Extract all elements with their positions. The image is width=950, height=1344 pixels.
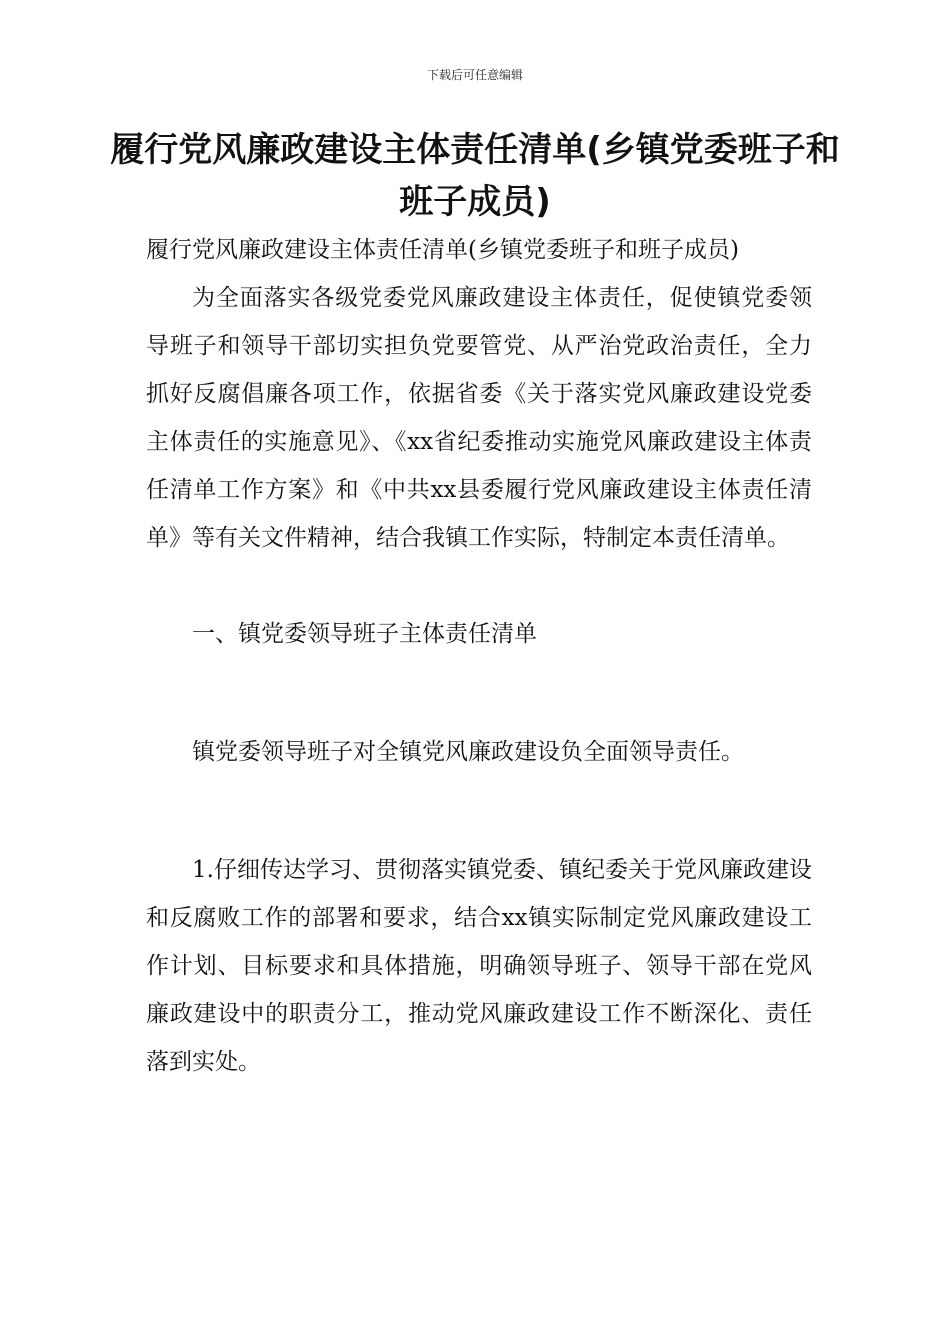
section-heading: 一、镇党委领导班子主体责任清单 <box>192 621 537 647</box>
document-title: 履行党风廉政建设主体责任清单(乡镇党委班子和班子成员) <box>110 130 840 222</box>
section-lead-paragraph: 镇党委领导班子对全镇党风廉政建设负全面领导责任。 <box>192 739 744 765</box>
document-body <box>146 226 812 1086</box>
document-subtitle: 履行党风廉政建设主体责任清单(乡镇党委班子和班子成员) <box>146 237 739 263</box>
intro-paragraph: 为全面落实各级党委党风廉政建设主体责任，促使镇党委领导班子和领导干部切实担负党要管党、从严治党政治责任，全力抓好反腐倡廉各项工作，依据省委《关于落实党风廉政建设党委主体责任的实施意见》、《xx省纪委推动实施党风廉政建设主体责任清单工作方案》和《中共xx县委履行党风廉政建设主体责任清单》等有关文件精神，结合我镇工作实际，特制定本责任清单。 <box>146 285 812 551</box>
page-header-note: 下载后可任意编辑 <box>426 68 523 82</box>
list-item-1: 1.仔细传达学习、贯彻落实镇党委、镇纪委关于党风廉政建设和反腐败工作的部署和要求，结合xx镇实际制定党风廉政建设工作计划、目标要求和具体措施，明确领导班子、领导干部在党风廉政建设中的职责分工，推动党风廉政建设工作不断深化、责任落到实处。 <box>146 857 812 1075</box>
